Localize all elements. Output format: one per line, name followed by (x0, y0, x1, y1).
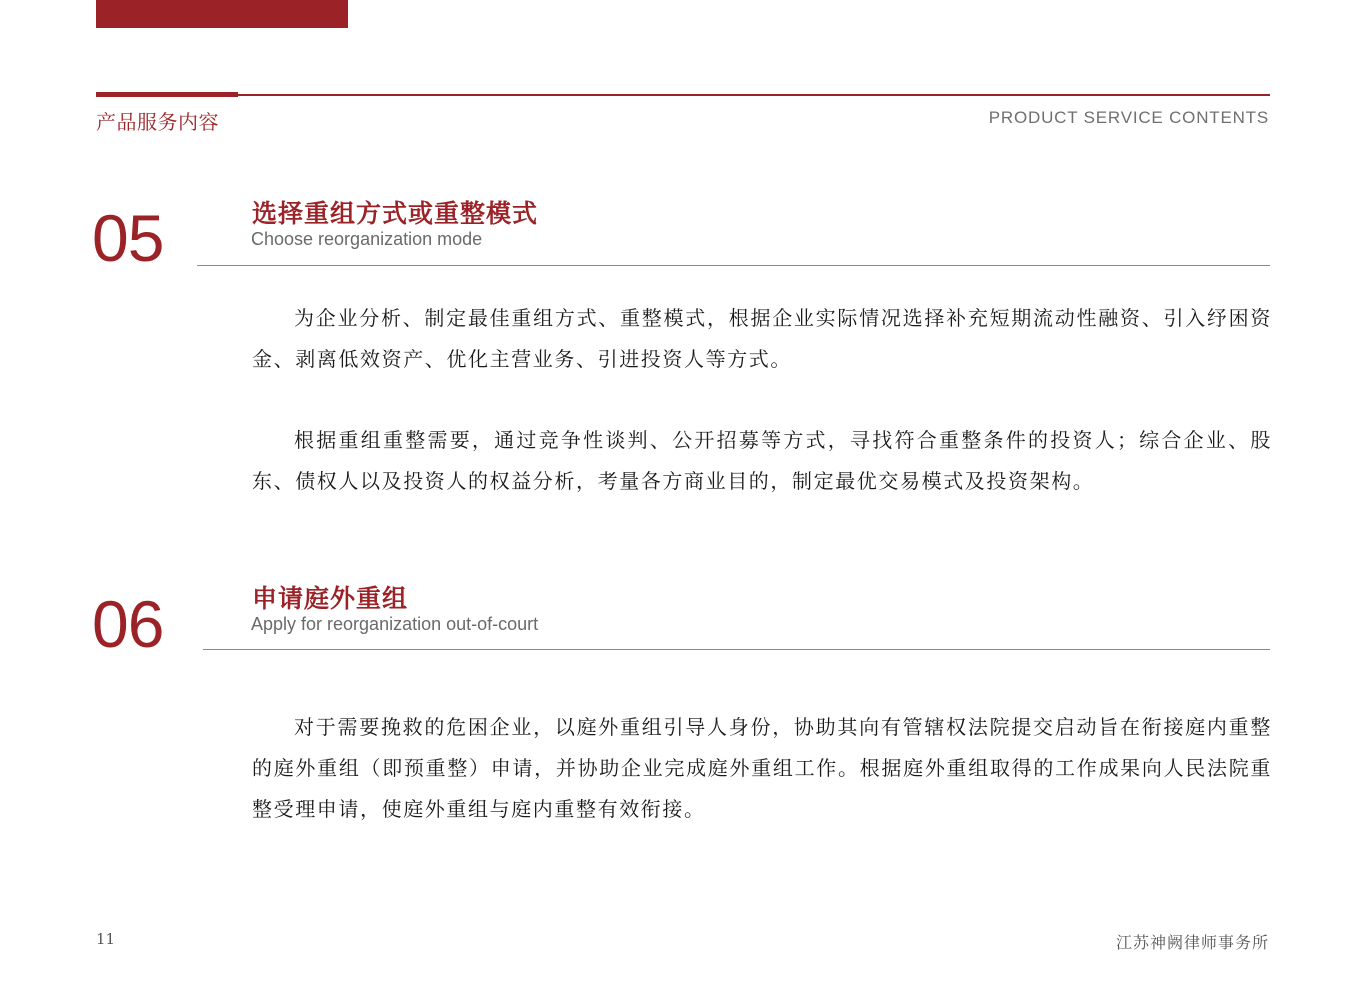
page-subtitle: PRODUCT SERVICE CONTENTS (988, 108, 1269, 127)
header-rule (96, 94, 1270, 96)
section-number: 06 (92, 587, 164, 661)
section-subtitle: Choose reorganization mode (251, 229, 483, 249)
section-number: 05 (92, 201, 164, 275)
page-number: 11 (96, 930, 116, 948)
section-paragraph: 根据重组重整需要，通过竞争性谈判、公开招募等方式，寻找符合重整条件的投资人；综合企业、股东、债权人以及投资人的权益分析，考量各方商业目的，制定最优交易模式及投资架构。 (252, 428, 1272, 493)
section-paragraph: 为企业分析、制定最佳重组方式、重整模式，根据企业实际情况选择补充短期流动性融资、引入纾困资金、剥离低效资产、优化主营业务、引进投资人等方式。 (252, 306, 1272, 371)
firm-name: 江苏神阙律师事务所 (1115, 933, 1269, 952)
section-title: 申请庭外重组 (252, 584, 409, 613)
section-paragraph: 对于需要挽救的危困企业，以庭外重组引导人身份，协助其向有管辖权法院提交启动旨在衔接庭内重整的庭外重组（即预重整）申请，并协助企业完成庭外重组工作。根据庭外重组取得的工作成果向人民法院重整受理申请，使庭外重组与庭内重整有效衔接。 (252, 715, 1272, 821)
top-accent-bar (96, 0, 348, 28)
page-title: 产品服务内容 (96, 110, 219, 134)
section-rule (197, 265, 1270, 266)
section-rule (203, 649, 1270, 650)
section-subtitle: Apply for reorganization out-of-court (251, 614, 539, 634)
section-title: 选择重组方式或重整模式 (252, 199, 539, 228)
